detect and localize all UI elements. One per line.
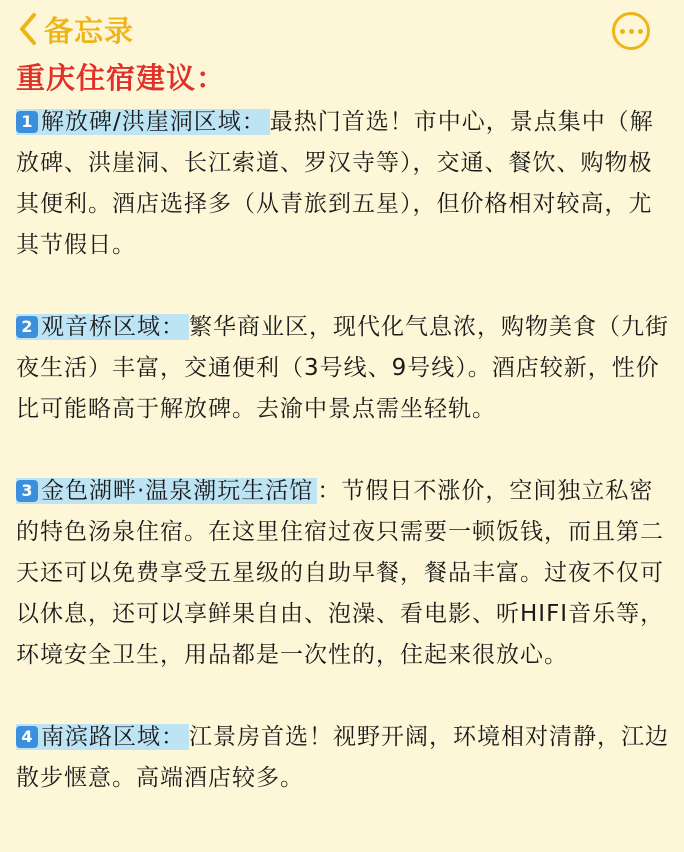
note-body[interactable] xyxy=(16,102,670,799)
chevron-left-icon xyxy=(18,12,38,46)
section-heading-highlight xyxy=(16,109,270,135)
note-title: 重庆住宿建议： xyxy=(16,61,227,95)
note-section xyxy=(16,307,670,430)
section-heading-highlight xyxy=(16,724,189,750)
back-button[interactable] xyxy=(18,6,134,52)
section-heading-highlight xyxy=(16,314,189,340)
section-heading: 解放碑/洪崖洞区域： xyxy=(41,109,266,135)
section-heading: 南滨路区域： xyxy=(41,724,185,750)
note-section xyxy=(16,471,670,676)
more-options-button[interactable] xyxy=(612,12,650,50)
number-badge-icon: 2 xyxy=(16,316,38,338)
back-label: 备忘录 xyxy=(44,13,135,48)
section-body: 繁华商业区，现代化气息浓，购物美食（九街夜生活）丰富，交通便利（3号线、9号线）。酒店较新，性价比可能略高于解放碑。去渝中景点需坐轻轨。 xyxy=(16,314,669,422)
section-body: 江景房首选！视野开阔，环境相对清静，江边散步惬意。高端酒店较多。 xyxy=(16,724,669,791)
navigation-bar xyxy=(0,0,684,58)
number-badge-icon: 1 xyxy=(16,111,38,133)
number-badge-icon: 4 xyxy=(16,726,38,748)
section-heading-highlight xyxy=(16,478,317,504)
ellipsis-dot xyxy=(620,29,625,34)
section-body: 最热门首选！市中心，景点集中（解放碑、洪崖洞、长江索道、罗汉寺等），交通、餐饮、购物极其便利。酒店选择多（从青旅到五星），但价格相对较高，尤其节假日。 xyxy=(16,109,654,258)
note-section xyxy=(16,102,670,266)
note-section xyxy=(16,717,670,799)
section-heading: 金色湖畔·温泉潮玩生活馆 xyxy=(41,478,314,504)
ellipsis-dot xyxy=(629,29,634,34)
number-badge-icon: 3 xyxy=(16,480,38,502)
section-heading: 观音桥区域： xyxy=(41,314,185,340)
ellipsis-dot xyxy=(638,29,643,34)
section-body: ：节假日不涨价，空间独立私密的特色汤泉住宿。在这里住宿过夜只需要一顿饭钱，而且第二天还可以免费享受五星级的自助早餐，餐品丰富。过夜不仅可以休息，还可以享鲜果自由、泡澡、看电影、听HIFI音乐等，环境安全卫生，用品都是一次性的，住起来很放心。 xyxy=(16,478,665,668)
